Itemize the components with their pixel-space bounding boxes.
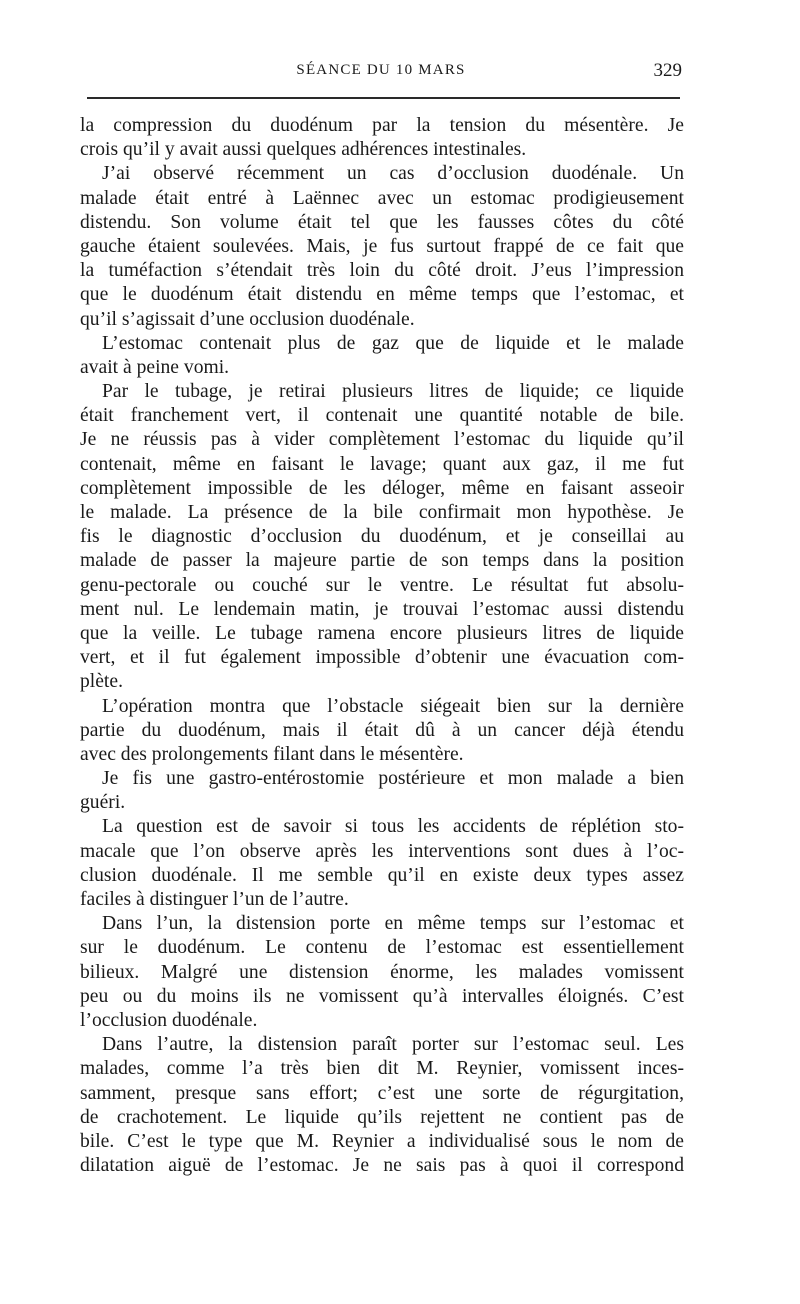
text-line: le malade. La présence de la bile confirmait mon hypothèse. Je <box>80 502 684 523</box>
text-line: que la veille. Le tubage ramena encore plusieurs litres de liquide <box>80 622 684 644</box>
text-line: samment, presque sans effort; c’est une sorte de régurgitation, <box>80 1082 684 1104</box>
text-line: genu-pectorale ou couché sur le ventre. Le résultat fut absolu- <box>80 574 684 596</box>
text-line: bile. C’est le type que M. Reynier a individualisé sous le nom de <box>80 1130 684 1152</box>
text-line: Je fis une gastro-entérostomie postérieure et mon malade a bien <box>102 768 684 790</box>
running-head <box>80 62 682 86</box>
text-line: que le duodénum était distendu en même temps que l’estomac, et <box>80 284 684 306</box>
text-line: l’occlusion duodénale. <box>80 1009 258 1031</box>
text-line: Par le tubage, je retirai plusieurs litres de liquide; ce liquide <box>102 381 684 403</box>
text-line: malade de passer la majeure partie de son temps dans la position <box>80 550 684 572</box>
text-line: partie du duodénum, mais il était dû à un cancer déjà étendu <box>80 719 684 741</box>
text-line: fis le diagnostic d’occlusion du duodénum, et je conseillai au <box>80 526 684 548</box>
text-line: L’opération montra que l’obstacle siégeait bien sur la dernière <box>102 695 684 717</box>
text-line: était franchement vert, il contenait une quantité notable de bile. <box>80 405 684 427</box>
text-line: plète. <box>80 671 123 693</box>
text-line: la compression du duodénum par la tension du mésentère. Je <box>80 115 684 136</box>
text-line: complètement impossible de les déloger, même en faisant asseoir <box>80 477 684 499</box>
text-line: La question est de savoir si tous les accidents de réplétion sto- <box>102 816 684 838</box>
page-number: 329 <box>653 60 682 81</box>
text-line: avait à peine vomi. <box>80 356 230 378</box>
text-line: qu’il s’agissait d’une occlusion duodénale. <box>80 308 415 330</box>
text-line: la tuméfaction s’étendait très loin du côté droit. J’eus l’impression <box>80 260 684 282</box>
text-line: faciles à distinguer l’un de l’autre. <box>80 889 349 910</box>
text-line: sur le duodénum. Le contenu de l’estomac est essentiellement <box>80 937 684 959</box>
text-line: crois qu’il y avait aussi quelques adhérences intestinales. <box>80 139 527 161</box>
text-line: de crachotement. Le liquide qu’ils rejettent ne contient pas de <box>80 1106 684 1128</box>
text-line: bilieux. Malgré une distension énorme, les malades vomissent <box>80 961 684 983</box>
text-line: vert, et il fut également impossible d’obtenir une évacuation com- <box>80 647 684 669</box>
text-line: peu ou du moins ils ne vomissent qu’à intervalles éloignés. C’est <box>80 985 684 1007</box>
body-text <box>80 114 684 1178</box>
text-line: macale que l’on observe après les interventions sont dues à l’oc- <box>80 840 684 862</box>
text-line: gauche étaient soulevées. Mais, je fus surtout frappé de ce fait que <box>80 235 684 257</box>
text-line: Je ne réussis pas à vider complètement l’estomac du liquide qu’il <box>80 429 684 451</box>
text-line: dilatation aiguë de l’estomac. Je ne sais pas à quoi il correspond <box>80 1155 684 1177</box>
text-line: Dans l’autre, la distension paraît porter sur l’estomac seul. Les <box>102 1034 684 1056</box>
text-line: clusion duodénale. Il me semble qu’il en existe deux types assez <box>80 864 684 886</box>
text-line: Dans l’un, la distension porte en même temps sur l’estomac et <box>102 913 684 935</box>
text-line: malade était entré à Laënnec avec un estomac prodigieusement <box>80 187 684 209</box>
text-line: avec des prolongements filant dans le mésentère. <box>80 743 464 765</box>
text-line: ment nul. Le lendemain matin, je trouvai l’estomac aussi distendu <box>80 598 684 620</box>
text-line: distendu. Son volume était tel que les fausses côtes du côté <box>80 211 684 233</box>
text-line: malades, comme l’a très bien dit M. Reynier, vomissent inces- <box>80 1058 684 1080</box>
header-rule <box>87 97 680 99</box>
text-line: J’ai observé récemment un cas d’occlusion duodénale. Un <box>102 163 684 185</box>
running-title: SÉANCE DU 10 MARS <box>296 62 466 78</box>
text-line: L’estomac contenait plus de gaz que de liquide et le malade <box>102 332 684 354</box>
text-line: contenait, même en faisant le lavage; quant aux gaz, il me fut <box>80 453 684 475</box>
text-line: guéri. <box>80 792 126 814</box>
